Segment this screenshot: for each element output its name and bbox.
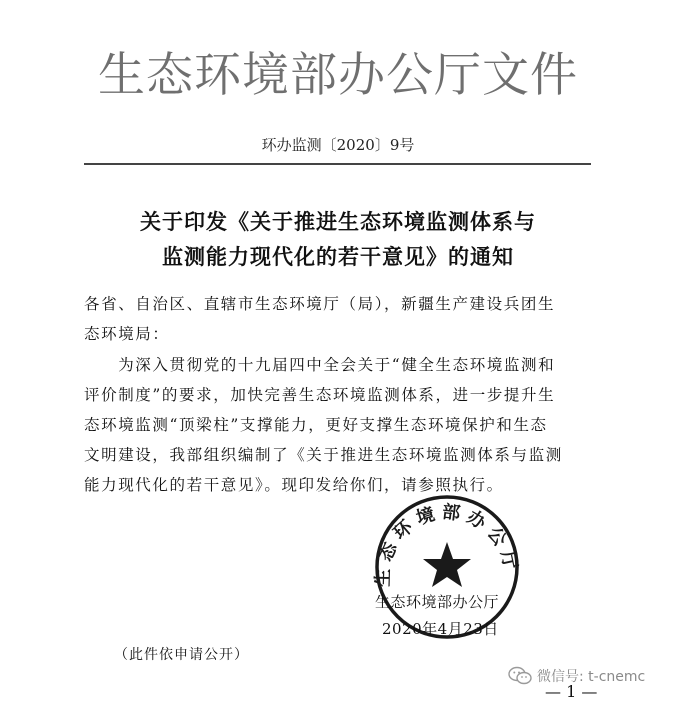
wechat-watermark [508, 665, 645, 687]
document-title-line-2: 监测能力现代化的若干意见》的通知 [162, 245, 514, 269]
body-line-6: 文明建设，我部组织编制了《关于推进生态环境监测体系与监测 [84, 446, 563, 464]
header-divider [84, 163, 591, 165]
seal-star-icon [423, 542, 471, 587]
disclosure-note: （此件依申请公开） [114, 647, 249, 663]
body-line-1: 各省、自治区、直辖市生态环境厅（局），新疆生产建设兵团生 [84, 295, 556, 313]
body-line-5: 态环境监测“顶梁柱”支撑能力，更好支撑生态环境保护和生态 [84, 416, 548, 434]
body-line-3: 为深入贯彻党的十九届四中全会关于“健全生态环境监测和 [84, 356, 556, 374]
wechat-icon [508, 666, 532, 686]
document-title-line-1: 关于印发《关于推进生态环境监测体系与 [140, 210, 536, 234]
body-line-4: 评价制度”的要求，加快完善生态环境监测体系，进一步提升生 [84, 386, 556, 404]
signing-date: 2020年4月23日 [382, 620, 499, 638]
seal-ring-text: 生态环境部办公厅 [372, 501, 522, 588]
body-line-7: 能力现代化的若干意见》。现印发给你们，请参照执行。 [84, 476, 504, 494]
body-line-2: 态环境局： [84, 325, 170, 343]
issuing-authority-header: 生态环境部办公厅文件 [98, 48, 578, 103]
wechat-id-label: 微信号: t-cnemc [537, 669, 646, 685]
document-number: 环办监测〔2020〕9号 [261, 136, 415, 154]
signing-organization: 生态环境部办公厅 [375, 593, 500, 611]
page-number: — 1 — [545, 682, 598, 701]
